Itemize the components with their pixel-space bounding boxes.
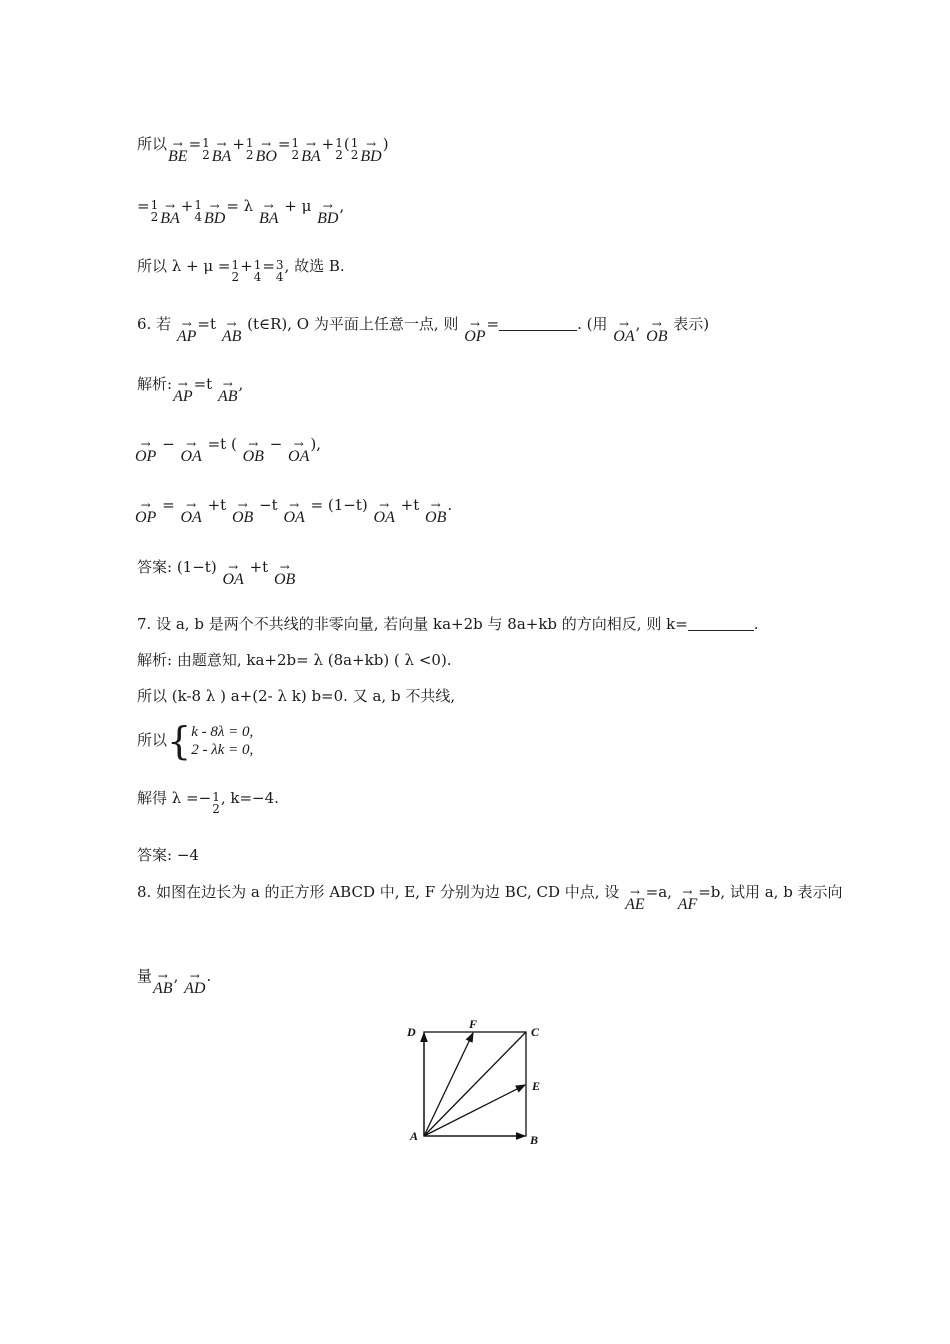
text: 解析: xyxy=(137,375,173,393)
text: −t xyxy=(259,496,278,514)
vector-OB: → OB xyxy=(242,437,264,465)
vector-BD: → BD xyxy=(360,137,382,165)
vector-OA: → OA xyxy=(222,560,244,588)
vector-OA: → OA xyxy=(613,317,635,345)
text: = λ xyxy=(226,197,254,215)
text: 7. 设 a, b 是两个不共线的非零向量, 若向量 ka+2b 与 8a+kb 的方向相反, 则 k= xyxy=(137,615,688,633)
text: 8. 如图在边长为 a 的正方形 ABCD 中, E, F 分别为边 BC, CD 中点, 设 xyxy=(137,883,620,901)
text: + xyxy=(232,135,245,153)
vector-BE: → BE xyxy=(168,137,188,165)
vector-OB: → OB xyxy=(646,317,668,345)
vector-OA: → OA xyxy=(373,498,395,526)
text: = xyxy=(188,135,202,153)
text: , xyxy=(635,315,641,333)
equation-row-1: k - 8λ = 0, xyxy=(191,724,254,740)
vector-BD: → BD xyxy=(203,199,226,227)
text: +t xyxy=(400,496,420,514)
vector-BD: → BD xyxy=(317,199,339,227)
fraction: 1 4 xyxy=(253,258,262,284)
text: − xyxy=(162,435,175,453)
text: + xyxy=(240,257,253,275)
text: =a, xyxy=(645,883,672,901)
vector-AP: → AP xyxy=(176,317,197,345)
vector-AP: → AP xyxy=(173,377,193,405)
text: ), xyxy=(310,435,321,453)
text: ( xyxy=(343,135,350,153)
question-8 xyxy=(137,882,843,913)
text: + xyxy=(180,197,194,215)
text: = xyxy=(137,197,150,215)
fraction: 1 2 xyxy=(291,136,300,162)
label-E: E xyxy=(532,1079,541,1093)
text: 量 xyxy=(137,967,153,985)
vector-AE: → AE xyxy=(625,885,645,913)
brace: { xyxy=(167,719,192,763)
fraction: 1 4 xyxy=(194,198,202,224)
solution-7-line-1: 解析: 由题意知, ka+2b= λ (8a+kb) ( λ <0). xyxy=(137,651,452,669)
text: − xyxy=(269,435,283,453)
vector-AF-arrow xyxy=(424,1033,473,1136)
question-7 xyxy=(137,614,759,634)
equation-system xyxy=(191,723,253,759)
vector-OP: → OP xyxy=(135,437,157,465)
text: . xyxy=(206,967,212,985)
answer-blank xyxy=(499,330,577,331)
text: 所以 λ + μ = xyxy=(137,257,231,275)
solution-line-2 xyxy=(137,196,344,227)
text: +t xyxy=(207,496,227,514)
solution-6-line-1 xyxy=(137,374,243,405)
vector-OA: → OA xyxy=(180,498,202,526)
vector-OA: → OA xyxy=(288,437,310,465)
fraction: 1 2 xyxy=(245,136,254,162)
text: . (用 xyxy=(577,315,608,333)
text: , 故选 B. xyxy=(284,257,345,275)
text: +t xyxy=(249,558,269,576)
label-D: D xyxy=(407,1025,416,1039)
text: = xyxy=(162,496,175,514)
label-F: F xyxy=(469,1017,478,1031)
text: =t xyxy=(197,315,217,333)
vector-AE-arrow xyxy=(424,1085,525,1136)
solution-7-line-2: 所以 (k-8 λ ) a+(2- λ k) b=0. 又 a, b 不共线, xyxy=(137,687,456,705)
vector-BO: → BO xyxy=(255,137,277,165)
solution-6-line-2 xyxy=(134,434,321,465)
text: =t xyxy=(193,375,213,393)
solution-7-system xyxy=(137,719,254,763)
question-8-cont xyxy=(137,966,211,997)
vector-BA: → BA xyxy=(301,137,321,165)
solution-line-1 xyxy=(137,134,389,165)
fraction: 1 2 xyxy=(231,258,240,284)
text: 解得 λ =− xyxy=(137,789,212,807)
fraction: 1 2 xyxy=(350,136,359,162)
vector-BA: → BA xyxy=(211,137,232,165)
vector-BA: → BA xyxy=(258,199,279,227)
text: . xyxy=(447,496,453,514)
vector-OP: → OP xyxy=(135,498,157,526)
text: , xyxy=(173,967,179,985)
text: , xyxy=(238,375,244,393)
vector-BA: → BA xyxy=(160,199,180,227)
solution-6-line-3 xyxy=(134,495,452,526)
equation-row-2: 2 - λk = 0, xyxy=(191,742,254,758)
text: + μ xyxy=(284,197,312,215)
vector-AB: → AB xyxy=(153,969,173,997)
vector-AB: → AB xyxy=(221,317,242,345)
solution-line-3 xyxy=(137,256,345,283)
text: 所以 xyxy=(137,731,168,749)
square-figure xyxy=(400,1012,550,1152)
vector-OB: → OB xyxy=(231,498,254,526)
label-A: A xyxy=(410,1129,419,1143)
vector-OB: → OB xyxy=(425,498,447,526)
text: ) xyxy=(382,135,389,153)
text: (t∈R), O 为平面上任意一点, 则 xyxy=(247,315,459,333)
vector-OA: → OA xyxy=(180,437,202,465)
fraction: 1 2 xyxy=(335,136,343,162)
vector-OP: → OP xyxy=(464,317,486,345)
text: = xyxy=(262,257,275,275)
fraction: 1 2 xyxy=(212,790,220,816)
solution-7-result xyxy=(137,788,279,815)
text: , k=−4. xyxy=(220,789,279,807)
label-C: C xyxy=(531,1025,540,1039)
vector-OA: → OA xyxy=(283,498,305,526)
text: 表示) xyxy=(673,315,710,333)
vector-OB: → OB xyxy=(273,560,296,588)
fraction: 1 2 xyxy=(202,136,210,162)
text: 答案: (1−t) xyxy=(137,558,217,576)
label-B: B xyxy=(530,1133,539,1147)
text: + xyxy=(321,135,335,153)
text: 所以 xyxy=(137,135,168,153)
text: , xyxy=(339,197,345,215)
text: = xyxy=(486,315,500,333)
vector-AF: → AF xyxy=(677,885,698,913)
answer-6 xyxy=(137,557,296,588)
vector-AB: → AB xyxy=(218,377,238,405)
fraction: 1 2 xyxy=(150,198,159,224)
question-6 xyxy=(137,314,709,345)
text: =t ( xyxy=(207,435,237,453)
answer-7: 答案: −4 xyxy=(137,846,199,864)
vector-AD: → AD xyxy=(184,969,206,997)
answer-blank xyxy=(688,630,754,631)
vector-AC-line xyxy=(424,1032,526,1136)
text: = xyxy=(277,135,291,153)
text: =b, 试用 a, b 表示向 xyxy=(698,883,843,901)
text: 6. 若 xyxy=(137,315,172,333)
text: = (1−t) xyxy=(310,496,368,514)
text: . xyxy=(753,615,759,633)
fraction: 3 4 xyxy=(275,258,284,284)
